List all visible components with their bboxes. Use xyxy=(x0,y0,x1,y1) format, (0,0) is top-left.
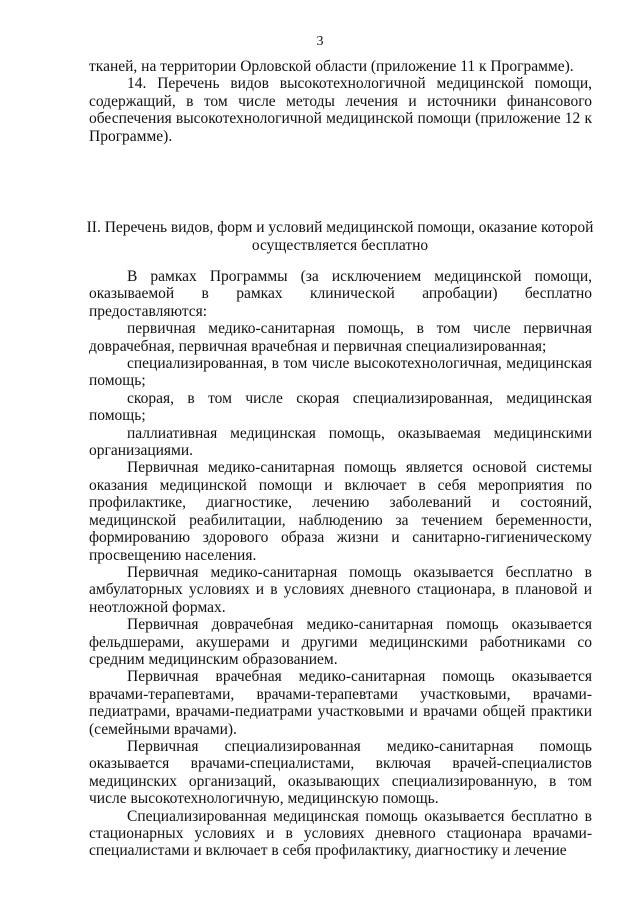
section-heading: II. Перечень видов, форм и условий медицинской помощи, оказание которой осуществляется бесплатно xyxy=(86,219,594,254)
body-paragraph: В рамках Программы (за исключением медицинской помощи, оказываемой в рамках клинической апробации) бесплатно предоставляются: xyxy=(89,268,592,320)
intro-paragraph-item-14: 14. Перечень видов высокотехнологичной медицинской помощи, содержащий, в том числе методы лечения и источники финансового обеспечения высокотехнологичной медицинской помощи (приложение 12 к Программе). xyxy=(89,75,592,145)
intro-block xyxy=(89,58,592,145)
intro-paragraph-continuation: тканей, на территории Орловской области (приложение 11 к Программе). xyxy=(89,58,574,75)
page-number: 3 xyxy=(316,34,324,49)
body-paragraph: первичная медико-санитарная помощь, в том числе первичная доврачебная, первичная врачебная и первичная специализированная; xyxy=(89,320,592,355)
body-paragraph: скорая, в том числе скорая специализированная, медицинская помощь; xyxy=(89,389,592,425)
body-paragraph: Первичная доврачебная медико-санитарная помощь оказывается фельдшерами, акушерами и другими медицинскими работниками со средним медицинским образованием. xyxy=(89,616,592,668)
body-paragraph: специализированная, в том числе высокотехнологичная, медицинская помощь; xyxy=(89,355,592,390)
body-paragraph: паллиативная медицинская помощь, оказываемая медицинскими организациями. xyxy=(89,424,592,460)
section-body xyxy=(89,268,592,860)
body-paragraph: Первичная медико-санитарная помощь оказывается бесплатно в амбулаторных условиях и в условиях дневного стационара, в плановой и неотложной формах. xyxy=(89,563,592,616)
body-paragraph: Первичная врачебная медико-санитарная помощь оказывается врачами-терапевтами, врачами-терапевтами участковыми, врачами-педиатрами, врачами-педиатрами участковыми и врачами общей практики (семейными врачами). xyxy=(89,668,592,738)
body-paragraph: Специализированная медицинская помощь оказывается бесплатно в стационарных условиях и в условиях дневного стационара врачами-специалистами и включает в себя профилактику, диагностику и лечение xyxy=(89,807,592,860)
body-paragraph: Первичная специализированная медико-санитарная помощь оказывается врачами-специалистами, включая врачей-специалистов медицинских организаций, оказывающих специализированную, в том числе высокотехнологичную, медицинскую помощь. xyxy=(89,737,592,808)
body-paragraph: Первичная медико-санитарная помощь является основой системы оказания медицинской помощи и включает в себя мероприятия по профилактике, диагностике, лечению заболеваний и состояний, медицинской реабилитации, наблюдению за течением беременности, формированию здорового образа жизни и санитарно-гигиеническому просвещению населения. xyxy=(89,459,592,564)
